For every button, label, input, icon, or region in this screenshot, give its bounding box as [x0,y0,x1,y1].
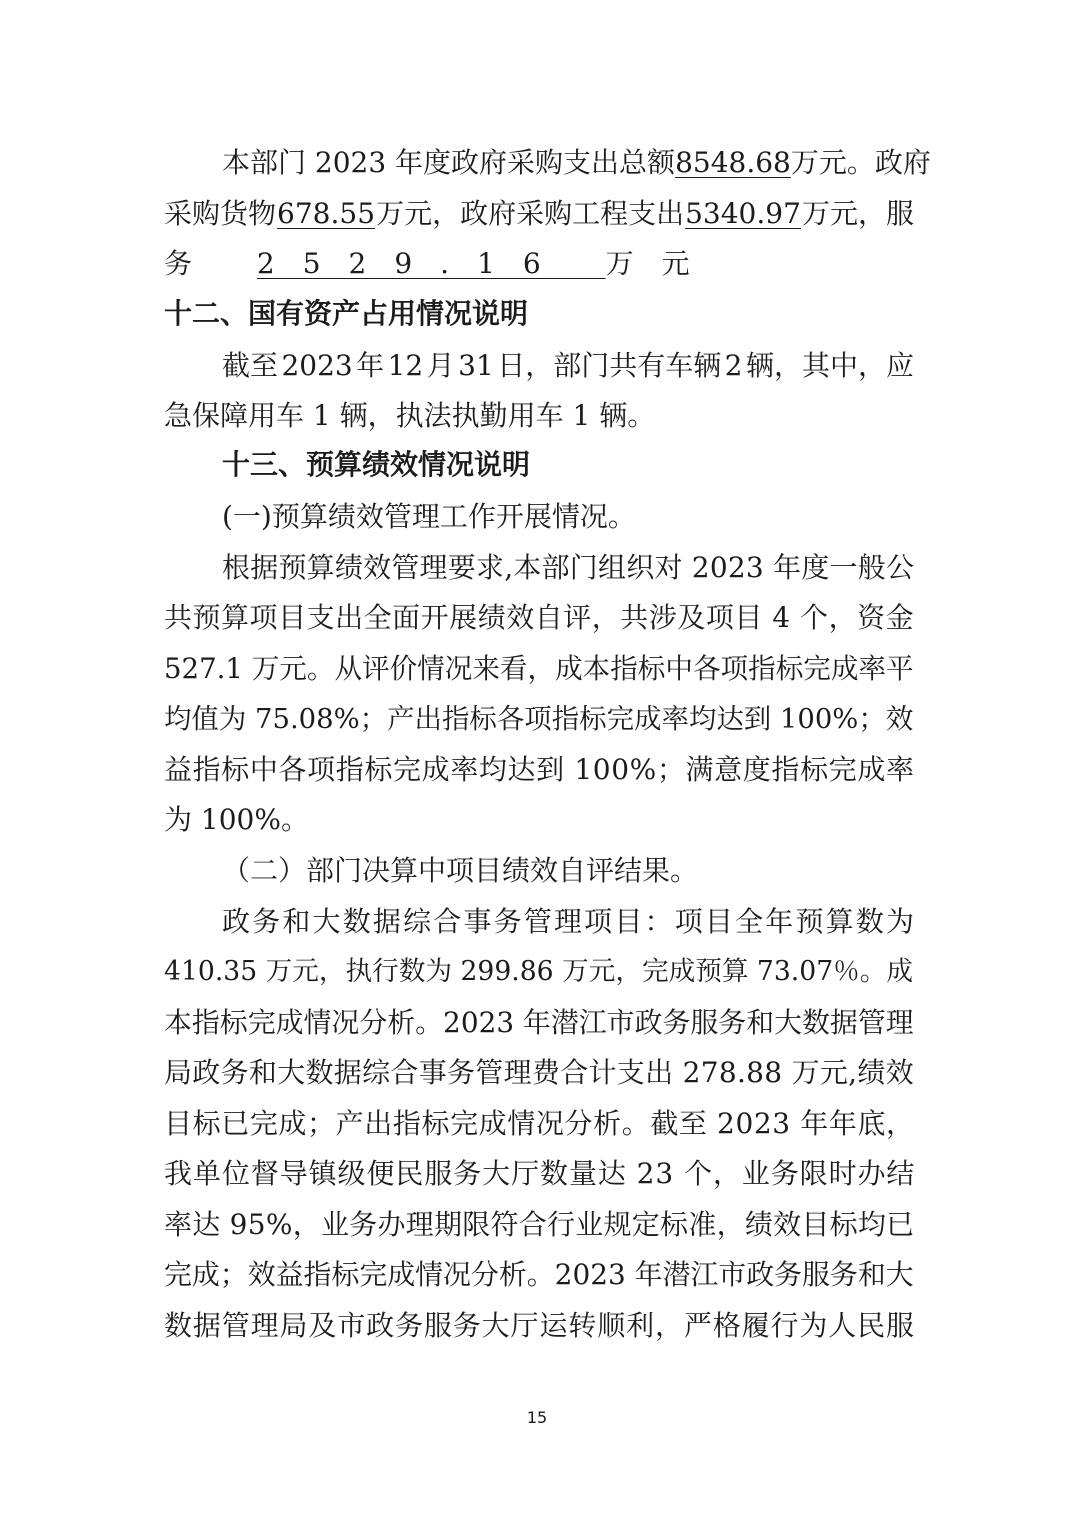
procurement-works-value: 5340.97 [685,197,801,230]
section-12-para-line-1 [222,346,914,386]
section-13-para-2-line-7: 率达 95%，业务办理期限符合行业规定标准，绩效目标均已 [164,1208,915,1241]
procurement-services-value: 2529.16 [256,247,606,280]
section-13-subheading-2: （二）部门决算中项目绩效自评结果。 [222,854,699,887]
section-13-para-2-line-3: 本指标完成情况分析。2023 年潜江市政务服务和大数据管理 [164,1006,914,1039]
text-segment: 截至 [222,349,279,382]
section-13-para-2-line-1: 政务和大数据综合事务管理项目：项目全年预算数为 [222,905,917,938]
procurement-line-3 [164,244,914,284]
text-segment: 万元，服 [801,197,914,230]
text-segment: 万元，政府采购工程支出 [376,197,685,230]
text-segment: 万元。政府 [790,146,931,179]
section-13-para-2-line-9: 数据管理局及市政务服务大厅运转顺利，严格履行为人民服 [164,1309,915,1342]
text-segment: 12 [387,349,424,382]
section-13-subheading-1: (一)预算绩效管理工作开展情况。 [222,500,636,533]
section-12-para-line-2: 急保障用车 1 辆，执法执勤用车 1 辆。 [164,399,656,432]
section-13-para-1-line-6: 为 100%。 [164,803,309,836]
text-segment: 年 [356,349,385,382]
section-13-para-1-line-2: 共预算项目支出全面开展绩效自评，共涉及项目 4 个，资金 [164,601,915,634]
page-number: 15 [526,1408,548,1427]
text-segment: 辆，其中，应 [745,349,914,382]
section-13-para-2-line-6: 我单位督导镇级便民服务大厅数量达 23 个，业务限时办结 [164,1157,916,1190]
section-13-heading: 十三、预算绩效情况说明 [222,448,531,481]
section-13-para-1-line-4: 均值为 75.08%；产出指标各项指标完成率均达到 100%；效 [164,704,914,735]
procurement-line-2 [164,194,914,234]
section-13-para-2-line-5: 目标已完成；产出指标完成情况分析。截至 2023 年年底， [164,1107,915,1140]
text-segment: 务 [164,247,257,280]
procurement-goods-value: 678.55 [277,197,376,230]
section-13-para-1-line-3: 527.1 万元。从评价情况来看，成本指标中各项指标完成率平 [164,652,914,685]
text-segment: 2 [724,349,743,382]
section-13-para-1-line-5: 益指标中各项指标完成率均达到 100%；满意度指标完成率 [164,753,915,786]
procurement-total-value: 8548.68 [675,146,791,179]
text-segment: 月 [426,349,455,382]
procurement-line-1 [222,143,931,183]
section-13-para-1-line-1: 根据预算绩效管理要求,本部门组织对 2023 年度一般公 [222,551,915,584]
text-segment: 31 [458,349,494,382]
section-13-para-2-line-2: 410.35 万元，执行数为 299.86 万元，完成预算 73.07％。成 [164,956,914,987]
text-segment: 采购货物 [164,197,277,230]
text-segment: 2023 [281,349,353,382]
section-12-heading: 十二、国有资产占用情况说明 [164,297,529,330]
section-13-para-2-line-8: 完成；效益指标完成情况分析。2023 年潜江市政务服务和大 [164,1258,914,1291]
text-segment: 万元 [605,247,718,280]
text-segment: 本部门 2023 年度政府采购支出总额 [222,146,676,179]
text-segment: 日，部门共有车辆 [497,349,722,382]
section-13-para-2-line-4: 局政务和大数据综合事务管理费合计支出 278.88 万元,绩效 [164,1056,914,1089]
